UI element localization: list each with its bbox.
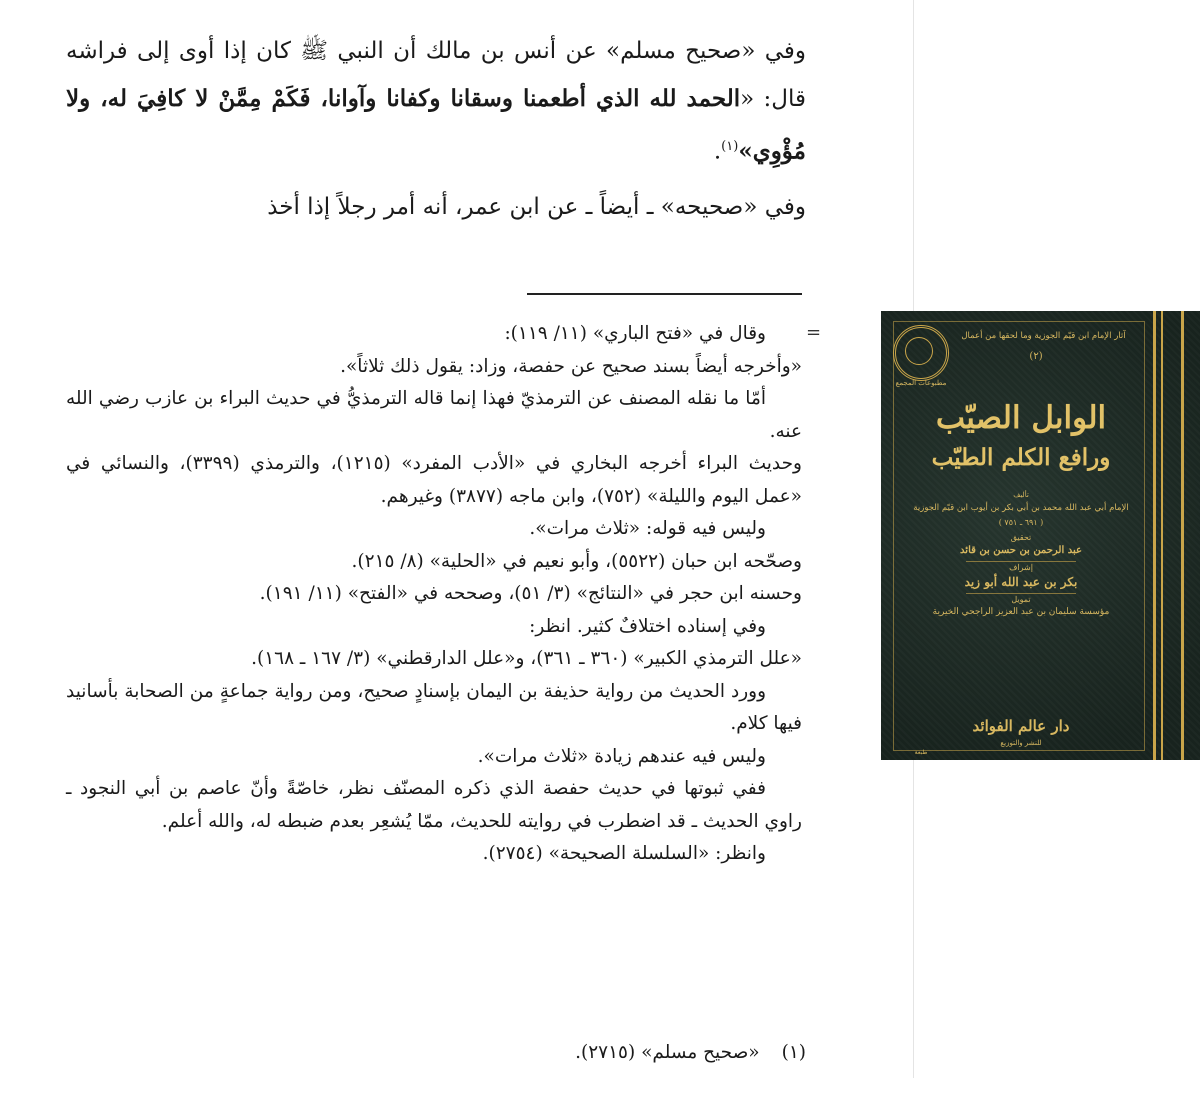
spine-gold-line — [1181, 311, 1184, 760]
seal-icon — [893, 325, 949, 381]
note-line: أمّا ما نقله المصنف عن الترمذيّ فهذا إنما قاله الترمذيُّ في حديث البراء بن عازب رضي الله عنه. — [66, 388, 802, 442]
cover-editor: عبد الرحمن بن حسن بن قائد — [960, 545, 1082, 556]
main-text — [66, 28, 806, 231]
note-line: وورد الحديث من رواية حذيفة بن اليمان بإسنادٍ صحيح، ومن رواية جماعةٍ من الصحابة بأسانيد فيها كلام. — [66, 680, 802, 734]
main-paragraph-2: وفي «صحيحه» ـ أيضاً ـ عن ابن عمر، أنه أمر رجلاً إذا أخذ — [267, 193, 806, 220]
para1-end: . — [713, 138, 722, 165]
note-line: وصحّحه ابن حبان (٥٥٢٢)، وأبو نعيم في «الحلية» (٨/ ٢١٥). — [351, 550, 802, 572]
footnote-ref: (١) — [721, 139, 739, 154]
main-paragraph-1 — [66, 28, 806, 176]
cover-series-number: (٢) — [1029, 351, 1043, 362]
cover-publisher-sub: للنشر والتوزيع — [1000, 739, 1042, 747]
spine-gold-line — [1153, 311, 1156, 760]
cover-tahqiq-label: تحقيق — [1010, 533, 1032, 542]
footnote-separator — [527, 293, 802, 295]
cover-divider — [966, 561, 1076, 562]
note-line: ففي ثبوتها في حديث حفصة الذي ذكره المصنّف نظر، خاصّةً وأنّ عاصم بن أبي النجود ـ راوي الحديث ـ قد اضطرب في روايته للحديث، ممّا يُشعِر بعدم ضبطه له، والله أعلم. — [66, 778, 802, 832]
footnote-1 — [66, 1038, 806, 1068]
cover-ishraf-label: إشراف — [1009, 563, 1033, 572]
cover-subtitle: ورافع الكلم الطيّب — [931, 444, 1111, 471]
cover-title: الوابل الصيّب — [935, 400, 1107, 436]
cover-foundation: مؤسسة سليمان بن عبد العزيز الراجحي الخيرية — [932, 607, 1110, 617]
book-cover-image — [881, 311, 1200, 760]
note-line: وفي إسناده اختلافٌ كثير. انظر: — [529, 615, 766, 637]
footnote-text: «صحيح مسلم» (٢٧١٥). — [575, 1042, 760, 1063]
cover-tamwil-label: تمويل — [1011, 595, 1031, 604]
note-line: «علل الترمذي الكبير» (٣٦٠ ـ ٣٦١)، و«علل الدارقطني» (٣/ ١٦٧ ـ ١٦٨). — [251, 648, 802, 669]
cover-supervisor: بكر بن عبد الله أبو زيد — [964, 575, 1078, 589]
cover-divider — [966, 593, 1076, 594]
cover-publisher: دار عالم الفوائد — [972, 717, 1070, 735]
hadith-close: » — [738, 137, 753, 165]
cover-dates: ( ٦٩١ ـ ٧٥١ ) — [998, 518, 1044, 527]
note-line: وليس فيه عندهم زيادة «ثلاث مرات». — [477, 745, 766, 767]
note-line: وليس فيه قوله: «ثلاث مرات». — [529, 518, 766, 539]
footnote-number: (١) — [781, 1042, 806, 1063]
para1-lead: وفي «صحيح مسلم» عن أنس بن مالك أن النبي ﷺ كان إذا أوى إلى فراشه قال: « — [66, 38, 806, 112]
spine-gold-line — [1161, 311, 1163, 760]
note-line: وانظر: «السلسلة الصحيحة» (٢٧٥٤). — [482, 843, 766, 864]
cover-edition: طبعة — [914, 749, 928, 756]
hadith-text: الحمد لله الذي أطعمنا وسقانا وكفانا وآوانا، فَكَمْ مِمَّنْ لا كافِيَ له، ولا مُؤْوِي — [66, 85, 806, 165]
note-line: «وأخرجه أيضاً بسند صحيح عن حفصة، وزاد: يقول ذلك ثلاثاً». — [340, 355, 802, 377]
cover-publisher-label: مطبوعات المجمع — [895, 379, 947, 387]
cover-author: الإمام أبي عبد الله محمد بن أبي بكر بن أيوب ابن قيّم الجوزية — [913, 503, 1129, 513]
continuation-marker: = — [806, 322, 822, 343]
cover-by-label: تأليف — [1013, 491, 1029, 499]
note-line: وحديث البراء أخرجه البخاري في «الأدب المفرد» (١٢١٥)، والترمذي (٣٣٩٩)، والنسائي في «عمل اليوم والليلة» (٧٥٢)، وابن ماجه (٣٨٧٧) وغيرهم. — [66, 453, 802, 507]
cover-series: آثار الإمام ابن قيّم الجوزية وما لحقها من أعمال — [961, 331, 1126, 341]
footnotes-block — [66, 318, 802, 871]
note-line: وقال في «فتح الباري» (١١/ ١١٩): — [504, 323, 766, 344]
note-line: وحسنه ابن حجر في «النتائج» (٣/ ٥١)، وصححه في «الفتح» (١١/ ١٩١). — [259, 583, 802, 604]
